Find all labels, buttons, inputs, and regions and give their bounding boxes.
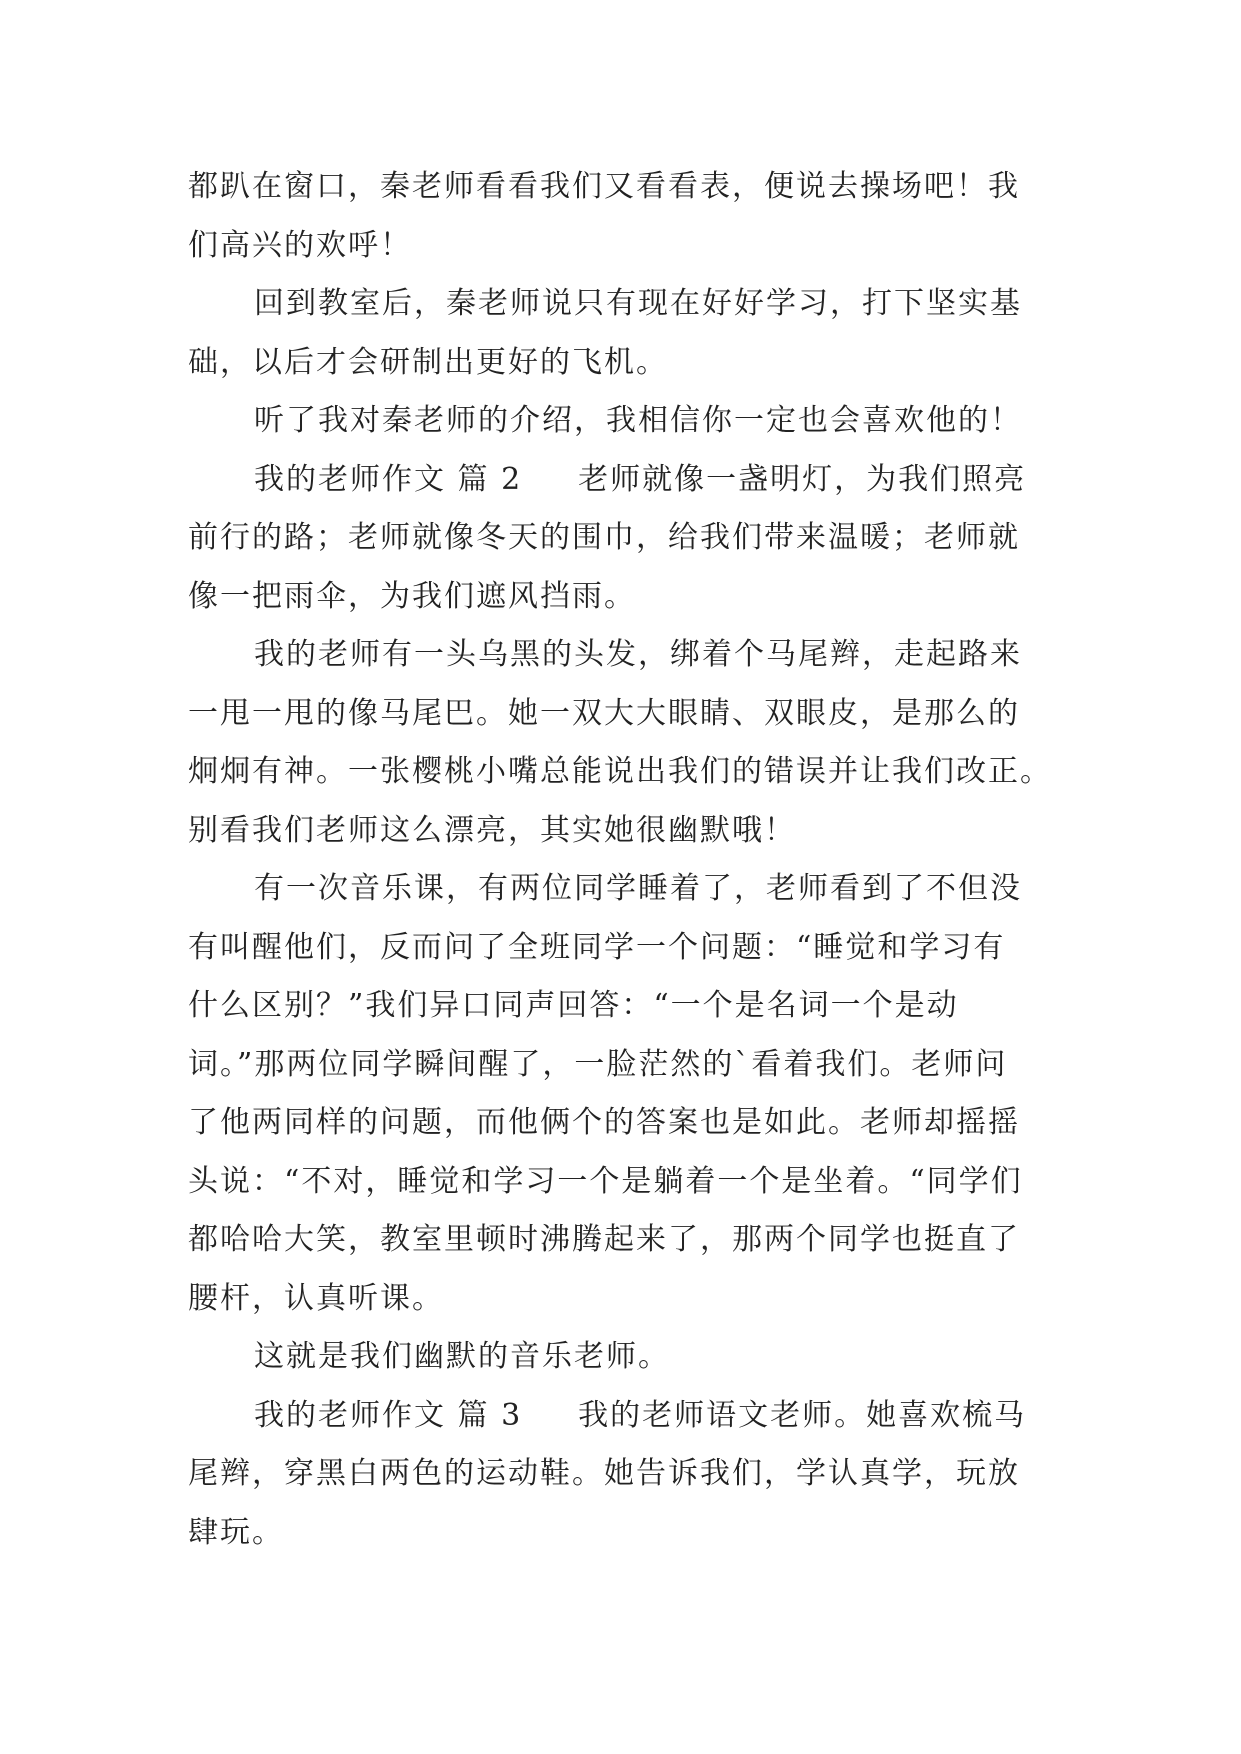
text-line-content: 别看我们老师这么漂亮，其实她很幽默哦！ <box>188 812 796 848</box>
text-line <box>188 1504 1056 1563</box>
text-line-content: 听了我对秦老师的介绍，我相信你一定也会喜欢他的！ <box>254 403 1022 438</box>
text-line-content: 一甩一甩的像马尾巴。她一双大大眼睛、双眼皮，是那么的 <box>188 695 1020 731</box>
text-line <box>188 1153 1056 1212</box>
text-line <box>188 568 1056 627</box>
text-line <box>188 802 1056 861</box>
text-line <box>188 685 1056 744</box>
text-line-content: 什么区别？”我们异口同声回答：“一个是名词一个是动 <box>188 988 959 1023</box>
text-line-content: 都趴在窗口，秦老师看看我们又看看表，便说去操场吧！我 <box>188 169 1020 204</box>
text-line <box>188 1094 1056 1153</box>
text-line-content: 了他两同样的问题，而他俩个的答案也是如此。老师却摇摇 <box>188 1105 1020 1140</box>
document-body <box>188 158 1056 1562</box>
text-line <box>188 451 1056 510</box>
text-line-content: 尾辫，穿黑白两色的运动鞋。她告诉我们，学认真学，玩放 <box>188 1456 1020 1491</box>
text-line <box>188 860 1056 919</box>
text-line-content: 都哈哈大笑，教室里顿时沸腾起来了，那两个同学也挺直了 <box>188 1222 1020 1257</box>
text-line-content: 有叫醒他们，反而问了全班同学一个问题：“睡觉和学习有 <box>188 929 1006 965</box>
text-line <box>188 1445 1056 1504</box>
text-line <box>188 919 1056 978</box>
text-line-content: 我的老师作文 篇 3 <box>254 1397 523 1433</box>
text-line-content: 这就是我们幽默的音乐老师。 <box>254 1339 670 1374</box>
text-line-content: 回到教室后，秦老师说只有现在好好学习，打下坚实基 <box>254 286 1022 321</box>
text-line <box>188 509 1056 568</box>
text-line-content: 像一把雨伞，为我们遮风挡雨。 <box>188 578 636 614</box>
text-line-content: 词。”那两位同学瞬间醒了，一脸茫然的`看着我们。老师问 <box>188 1046 1008 1082</box>
text-line <box>188 334 1056 393</box>
text-line-content: 肆玩。 <box>188 1514 284 1550</box>
text-line <box>188 1211 1056 1270</box>
text-line <box>188 977 1056 1036</box>
text-line-continuation: 老师就像一盏明灯，为我们照亮 <box>578 461 1027 497</box>
text-line <box>188 1387 1056 1446</box>
text-line <box>188 1036 1056 1095</box>
text-line-content: 我的老师作文 篇 2 <box>254 461 523 497</box>
text-line <box>188 275 1056 334</box>
text-line-content: 有一次音乐课，有两位同学睡着了，老师看到了不但没 <box>254 871 1022 906</box>
text-line-content: 础，以后才会研制出更好的飞机。 <box>188 344 668 380</box>
text-line <box>188 217 1056 276</box>
text-line <box>188 158 1056 217</box>
text-line-continuation: 我的老师语文老师。她喜欢梳马 <box>578 1397 1027 1433</box>
text-line <box>188 392 1056 451</box>
text-line-content: 我的老师有一头乌黑的头发，绑着个马尾辫，走起路来 <box>254 637 1022 672</box>
text-line-content: 前行的路；老师就像冬天的围巾，给我们带来温暖；老师就 <box>188 520 1020 555</box>
text-line <box>188 626 1056 685</box>
text-line-content: 腰杆，认真听课。 <box>188 1280 444 1316</box>
text-line <box>188 1328 1056 1387</box>
text-line-content: 炯炯有神。一张樱桃小嘴总能说出我们的错误并让我们改正。 <box>188 754 1052 789</box>
text-line <box>188 743 1056 802</box>
text-line-content: 们高兴的欢呼！ <box>188 227 412 263</box>
text-line-content: 头说：“不对，睡觉和学习一个是躺着一个是坐着。“同学们 <box>188 1163 1023 1199</box>
text-line <box>188 1270 1056 1329</box>
